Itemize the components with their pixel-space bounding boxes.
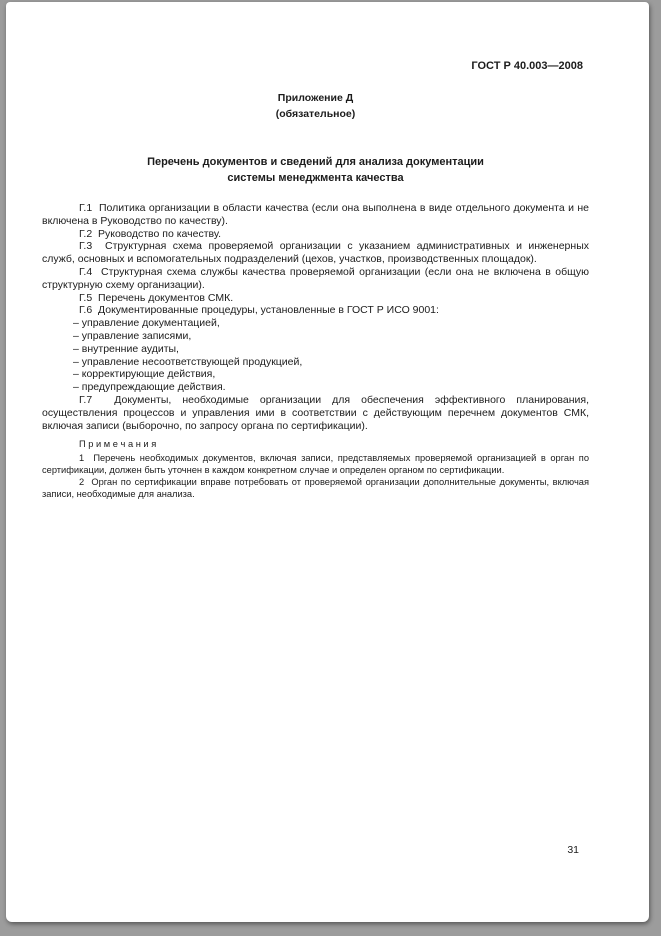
- list-item: – управление документацией,: [73, 317, 220, 330]
- appendix-heading: [42, 90, 589, 122]
- document-page: [6, 2, 649, 922]
- note-item: 2 Орган по сертификации вправе потребовать от проверяемой организации дополнительные документы, включая записи, необходимые для анализа.: [42, 476, 589, 500]
- list-item: – управление несоответствующей продукцией,: [73, 355, 303, 368]
- note-item: 1 Перечень необходимых документов, включая записи, представляемых проверяемой организацией в орган по сертификации, должен быть уточнен в каждом конкретном случае и определен органом по сертификации.: [42, 452, 589, 475]
- appendix-label: Приложение Д: [277, 92, 354, 104]
- page-content: [6, 60, 649, 500]
- paragraph-g4: Г.4 Структурная схема службы качества проверяемой организации (если она не включена в общую структурную схему организации).: [42, 265, 589, 291]
- paragraph-g3: Г.3 Структурная схема проверяемой организации с указанием административных и инженерных служб, основных и вспомогательных подразделений (цехов, участков, производственных площадок).: [42, 240, 589, 266]
- list-item: – корректирующие действия,: [73, 368, 216, 381]
- notes-section: [42, 438, 589, 500]
- notes-heading: П р и м е ч а н и я: [79, 439, 157, 450]
- paragraph-g5: Г.5 Перечень документов СМК.: [79, 291, 234, 304]
- page-number: 31: [567, 844, 579, 856]
- body-text: [42, 202, 589, 432]
- section-title-line2: системы менеджмента качества: [227, 172, 404, 184]
- list-item: – предупреждающие действия.: [73, 381, 226, 394]
- paragraph-g7: Г.7 Документы, необходимые организации для обеспечения эффективного планирования, осуществления процессов и управления ими в соответствии с действующим перечнем документов СМК, включая записи (выборочно, по запросу органа по сертификации).: [42, 393, 589, 432]
- paragraph-g1: Г.1 Политика организации в области качества (если она выполнена в виде отдельного документа и не включена в Руководство по качеству).: [42, 202, 589, 227]
- list-item: – управление записями,: [73, 329, 192, 342]
- list-item: – внутренние аудиты,: [73, 342, 179, 355]
- standard-number: ГОСТ Р 40.003—2008: [471, 60, 583, 72]
- section-title: [42, 154, 589, 186]
- section-title-line1: Перечень документов и сведений для анализа документации: [147, 156, 484, 168]
- appendix-kind: (обязательное): [275, 108, 356, 120]
- paragraph-g6: Г.6 Документированные процедуры, установленные в ГОСТ Р ИСО 9001:: [79, 304, 439, 317]
- paragraph-g2: Г.2 Руководство по качеству.: [79, 227, 221, 240]
